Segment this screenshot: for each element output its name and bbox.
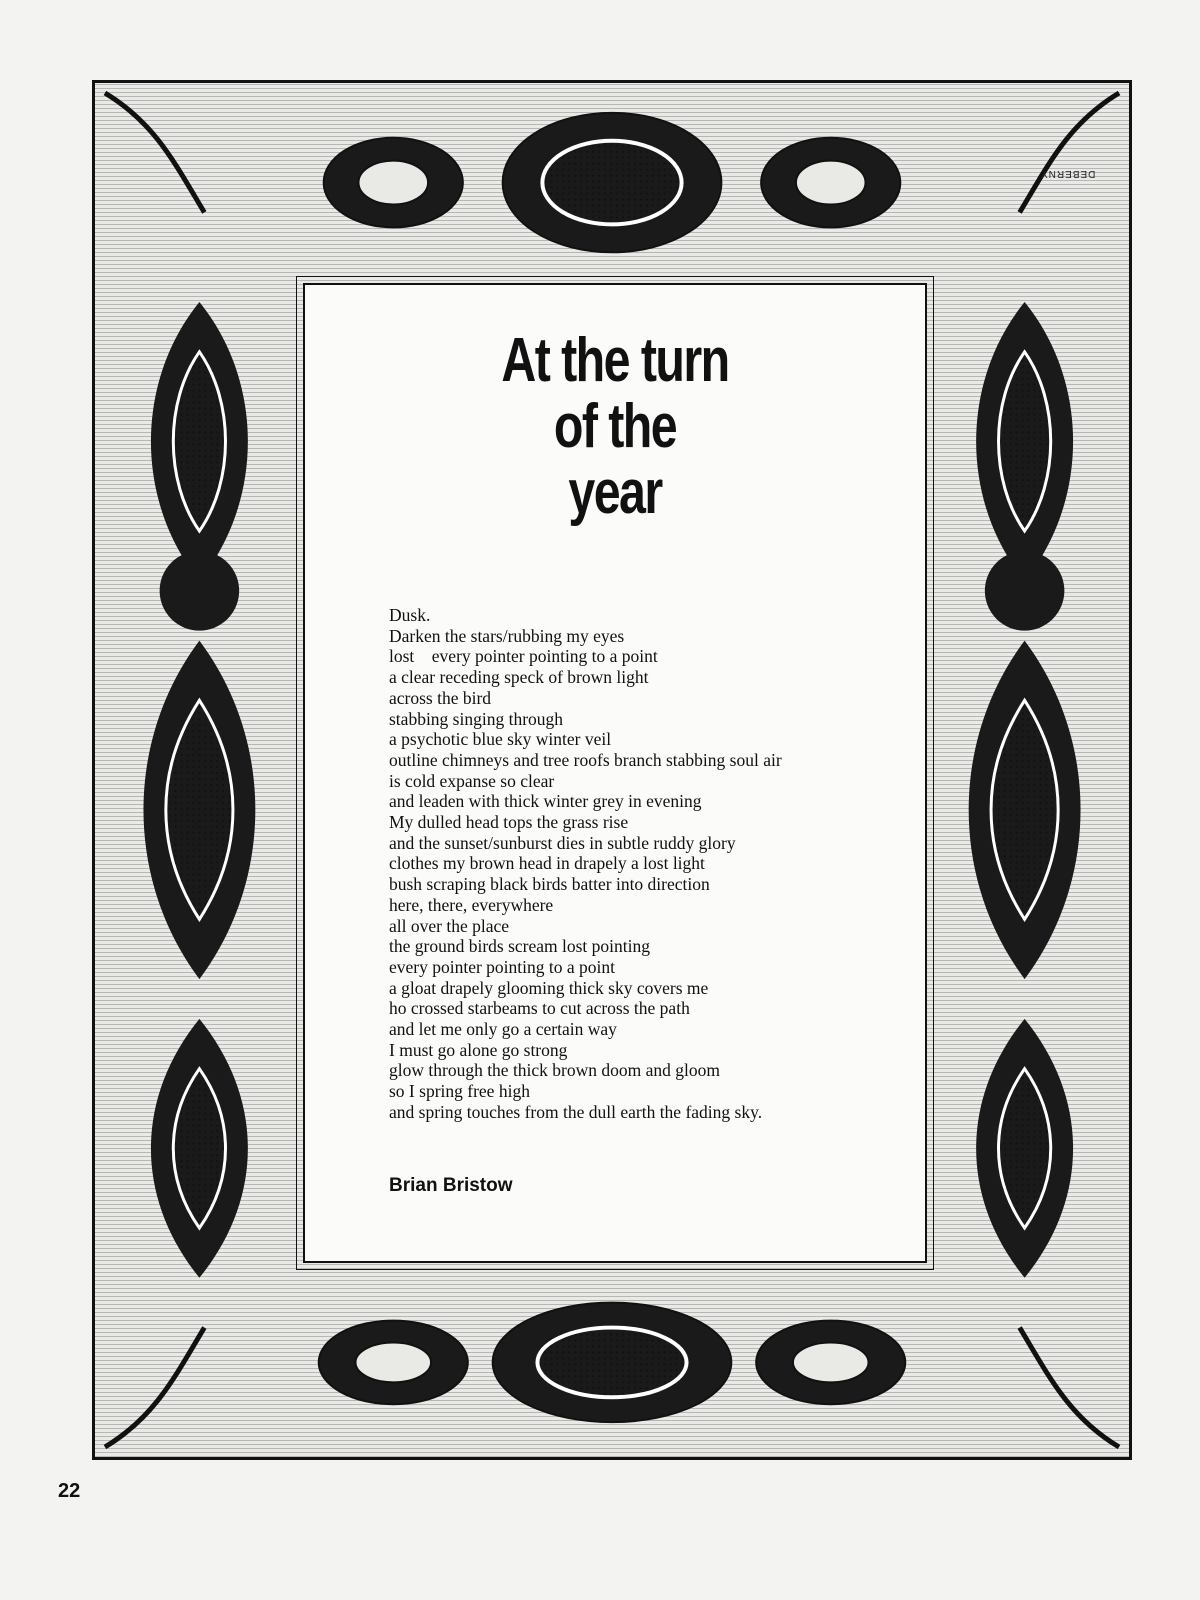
page-number: 22 xyxy=(58,1480,81,1502)
poem-line: so I spring free high xyxy=(389,1081,530,1102)
title-line: year xyxy=(568,458,662,527)
ornamental-border xyxy=(92,80,1132,1460)
poem-line: lost every pointer pointing to a point xyxy=(389,646,658,667)
poem-line: every pointer pointing to a point xyxy=(389,956,615,977)
poem-line: a gloat drapely glooming thick sky covers me xyxy=(389,977,709,998)
poem-line: and let me only go a certain way xyxy=(389,1019,617,1040)
poem-line: stabbing singing through xyxy=(389,708,564,729)
author-name: Brian Bristow xyxy=(389,1175,513,1196)
poem-line: and leaden with thick winter grey in evening xyxy=(389,791,702,812)
poem-line: Darken the stars/rubbing my eyes xyxy=(389,625,625,646)
poem-line: across the bird xyxy=(389,687,492,708)
poem-line: a psychotic blue sky winter veil xyxy=(389,729,612,750)
poem-line: here, there, everywhere xyxy=(389,894,554,915)
poem-line: clothes my brown head in drapely a lost light xyxy=(389,853,705,874)
poem-title xyxy=(373,328,857,526)
poem-line: and the sunset/sunburst dies in subtle ruddy glory xyxy=(389,832,736,853)
poem-line: and spring touches from the dull earth the fading sky. xyxy=(389,1101,763,1122)
poem-line: I must go alone go strong xyxy=(389,1039,568,1060)
poem-line: is cold expanse so clear xyxy=(389,770,555,791)
poem-line: the ground birds scream lost pointing xyxy=(389,936,651,957)
frame-signature: DEBERNY xyxy=(1040,168,1096,179)
poem-body xyxy=(389,605,909,1123)
title-line: At the turn xyxy=(501,326,729,395)
poem-line: all over the place xyxy=(389,915,510,936)
poem-line: ho crossed starbeams to cut across the path xyxy=(389,998,690,1019)
poem-line: bush scraping black birds batter into direction xyxy=(389,874,710,895)
poem-line: Dusk. xyxy=(389,605,431,625)
text-panel xyxy=(303,283,927,1263)
poem-line: My dulled head tops the grass rise xyxy=(389,812,629,833)
poem-line: a clear receding speck of brown light xyxy=(389,667,649,688)
title-line: of the xyxy=(553,392,677,461)
poem-line: outline chimneys and tree roofs branch stabbing soul air xyxy=(389,749,782,770)
poem-line: glow through the thick brown doom and gloom xyxy=(389,1060,721,1081)
